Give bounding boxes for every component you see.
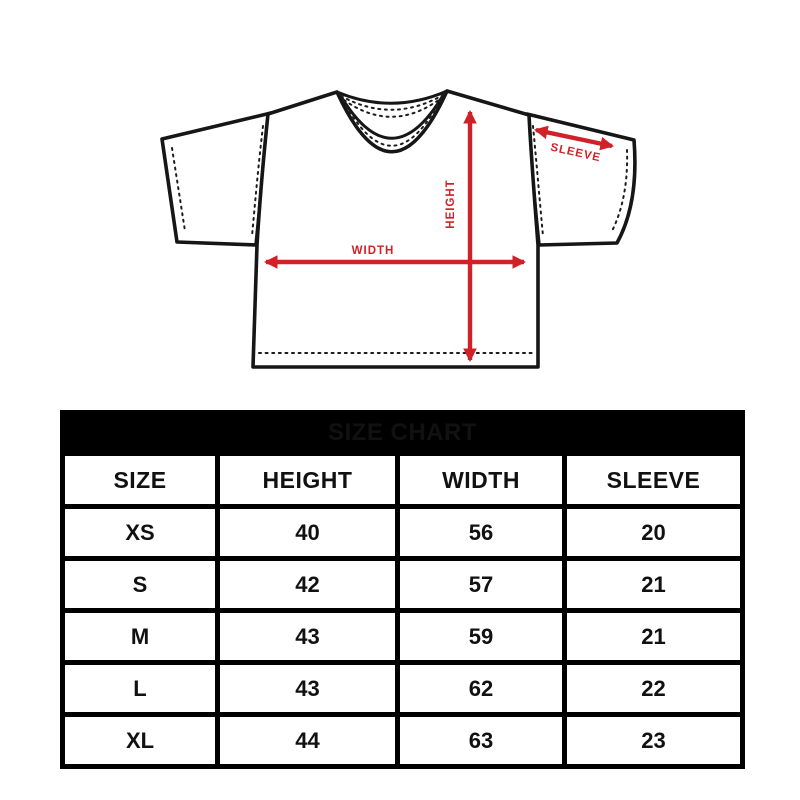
column-header-height: HEIGHT (218, 454, 398, 507)
table-header-row (63, 454, 743, 507)
width-cell: 59 (398, 611, 565, 663)
table-row-m (63, 611, 743, 663)
width-cell: 63 (398, 715, 565, 767)
width-cell: 56 (398, 507, 565, 559)
tshirt-body-outline (253, 91, 538, 367)
table-row-xl (63, 715, 743, 767)
width-cell: 62 (398, 663, 565, 715)
table-title: SIZE CHART (63, 413, 743, 454)
height-cell: 42 (218, 559, 398, 611)
sleeve-label: SLEEVE (549, 141, 603, 165)
height-cell: 43 (218, 663, 398, 715)
sleeve-cell: 20 (565, 507, 743, 559)
size-cell: S (63, 559, 218, 611)
collar-back-stitch-2 (344, 99, 440, 117)
height-cell: 40 (218, 507, 398, 559)
sleeve-cell: 23 (565, 715, 743, 767)
table-title-row (63, 413, 743, 454)
column-header-width: WIDTH (398, 454, 565, 507)
sleeve-cell: 21 (565, 611, 743, 663)
sleeve-cell: 22 (565, 663, 743, 715)
table-row-xs (63, 507, 743, 559)
size-cell: XL (63, 715, 218, 767)
column-header-size: SIZE (63, 454, 218, 507)
table-row-s (63, 559, 743, 611)
size-cell: XS (63, 507, 218, 559)
width-label: WIDTH (351, 245, 395, 257)
left-sleeve-outline (162, 113, 271, 245)
size-cell: L (63, 663, 218, 715)
table-row-l (63, 663, 743, 715)
size-cell: M (63, 611, 218, 663)
width-cell: 57 (398, 559, 565, 611)
height-label: HEIGHT (445, 179, 458, 229)
height-cell: 44 (218, 715, 398, 767)
size-chart-table (60, 410, 745, 769)
column-header-sleeve: SLEEVE (565, 454, 743, 507)
size-chart-section (60, 410, 740, 769)
sleeve-cell: 21 (565, 559, 743, 611)
height-cell: 43 (218, 611, 398, 663)
